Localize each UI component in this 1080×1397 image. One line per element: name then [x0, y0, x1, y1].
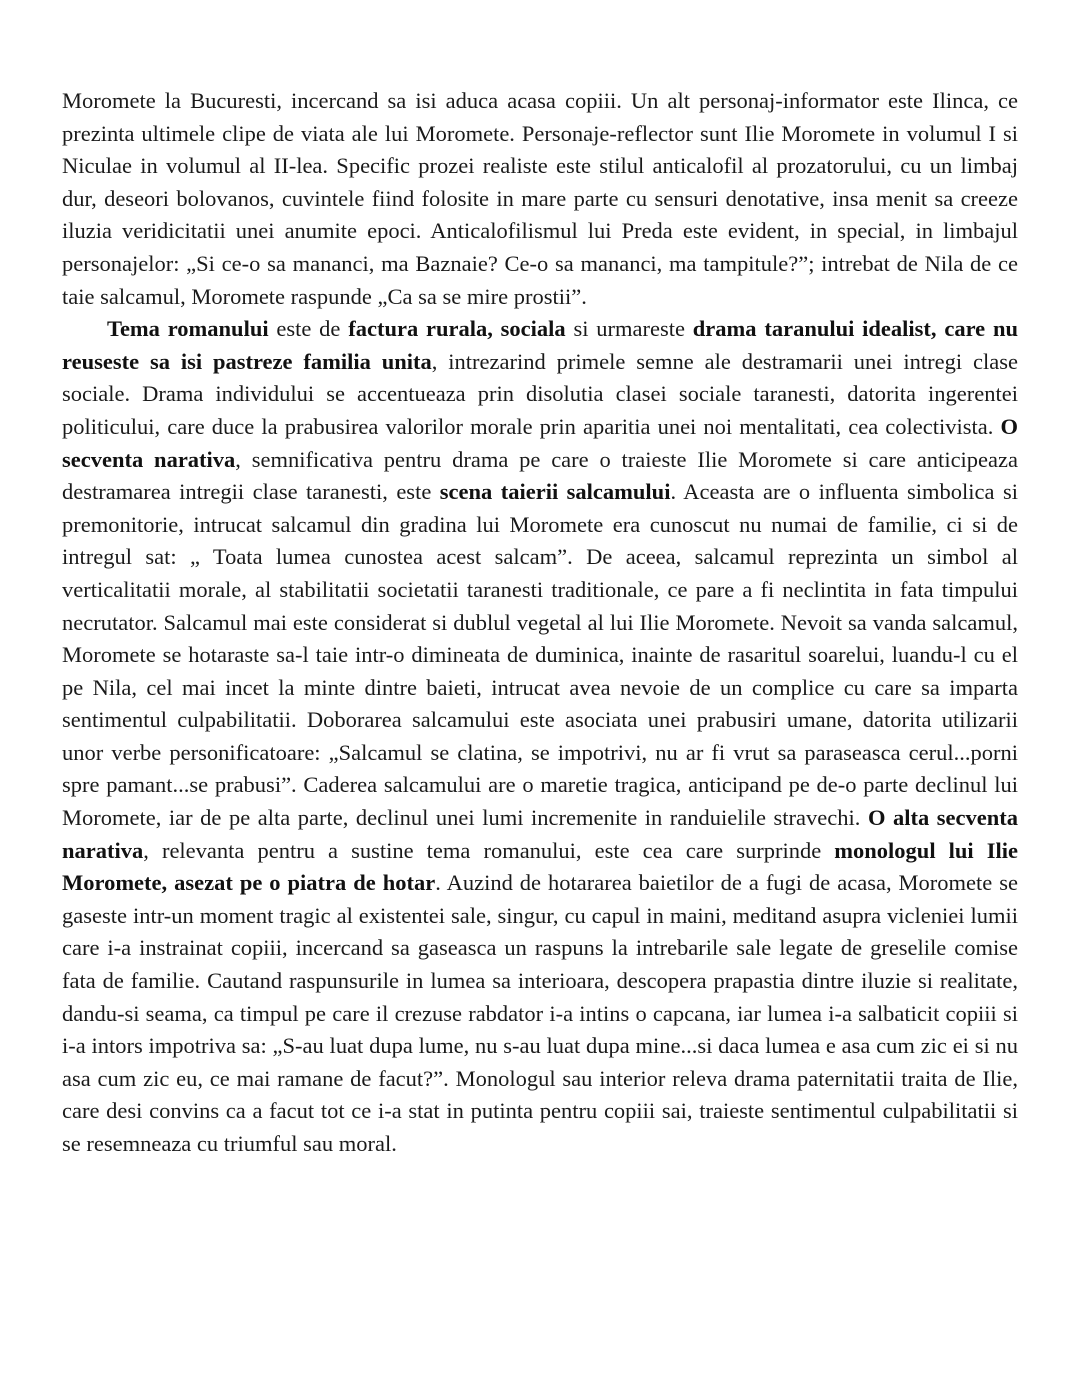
text-segment: , relevanta pentru a sustine tema romanului, este cea care surprinde [143, 837, 835, 863]
bold-phrase-factura: factura rurala, sociala [348, 316, 566, 342]
text-segment: Moromete la Bucuresti, incercand sa isi aduca acasa copiii. Un alt personaj-informator este Ilinca, ce prezinta ultimele clipe de viata ale lui Moromete. Personaje-reflector sunt Ilie Moromete in volumul I si Niculae in volumul al II-lea. Specific prozei realiste este stilul anticalofil al prozatorului, cu un limbaj dur, deseori bolovanos, cuvintele fiind folosite in mare parte cu sensuri denotative, insa menit sa creeze iluzia veridicitatii unei anumite epoci. Anticalofilismul lui Preda este evident, in special, in limbajul personajelor: „Si ce-o sa mananci, ma Baznaie? Ce-o sa mananci, ma tampitule?”; intrebat de Nila de ce taie salcamul, Moromete raspunde „Ca sa se mire prostii”. [62, 88, 1018, 309]
text-segment: . Auzind de hotararea baietilor de a fugi de acasa, Moromete se gaseste intr-un moment tragic al existentei sale, singur, cu capul in maini, meditand asupra vicleniei lumii care i-a instrainat copiii, incercand sa gaseasca un raspuns la intrebarile sale legate de greselile comise fata de familie. Cautand raspunsurile in lumea sa interioara, descopera prapastia dintre iluzie si realitate, dandu-si seama, ca timpul pe care il crezuse rabdator i-a intins o capcana, iar lumea i-a salbaticit copiii si i-a intors impotriva sa: „S-au luat dupa lume, nu s-au luat dupa mine...si daca lumea e asa cum zic ei si nu asa cum zic eu, ce mai ramane de facut?”. Monologul sau interior releva drama paternitatii traita de Ilie, care desi convins ca a facut tot ce i-a stat in putinta pentru copiii sai, traieste sentimentul culpabilitatii si se resemneaza cu triumful sau moral. [62, 870, 1019, 1156]
paragraph-intro-continuation [62, 85, 1018, 313]
bold-phrase-scena-taierii: scena taierii salcamului [439, 479, 671, 505]
bold-phrase-drama: drama taranului idealist, care nu reuseste sa isi pastreze familia unita [62, 316, 1018, 374]
document-page [62, 85, 1018, 1161]
text-segment: . Aceasta are o influenta simbolica si premonitorie, intrucat salcamul din gradina lui Moromete era cunoscut nu numai de familie, ci si de intregul sat: „ Toata lumea cunostea acest salcam”. De aceea, salcamul reprezinta un simbol al verticalitatii morale, al stabilitatii societatii taranesti traditionale, ce pare a fi neclintita in fata timpului necrutator. Salcamul mai este considerat si dublul vegetal al lui Ilie Moromete. Nevoit sa vanda salcamul, Moromete se hotaraste sa-l taie intr-o dimineata de duminica, inainte de rasaritul soarelui, luandu-l cu el pe Nila, cel mai incet la minte dintre baieti, intrucat avea nevoie de un complice cu care sa imparta sentimentul culpabilitatii. Doborarea salcamului este asociata unei prabusiri umane, datorita utilizarii unor verbe personificatoare: „Salcamul se clatina, se impotrivi, nu ar fi vrut sa paraseasca cerul...porni spre pamant...se prabusi”. Caderea salcamului are o maretie tragica, anticipand pe de-o parte declinul lui Moromete, iar de pe alta parte, declinul unei lumi incremenite in randuielile stravechi. [62, 479, 1019, 831]
bold-phrase-tema-romanului: Tema romanului [107, 316, 269, 342]
text-segment: , intrezarind primele semne ale destramarii unei intregi clase sociale. Drama individului se accentueaza prin disolutia clasei sociale taranesti, datorita ingerentei politicului, care duce la prabusirea valorilor morale prin aparitia unei noi mentalitati, cea colectivista. [62, 348, 1018, 439]
bold-phrase-secventa-1: O secventa narativa [62, 413, 1018, 472]
bold-phrase-secventa-2: O alta secventa narativa [62, 805, 1018, 863]
text-segment: este de [268, 316, 349, 342]
paragraph-theme [62, 313, 1018, 1160]
bold-phrase-monologul: monologul lui Ilie Moromete, asezat pe o piatra de hotar [62, 837, 1018, 896]
text-segment: si urmareste [565, 316, 693, 342]
text-segment: , semnificativa pentru drama pe care o traieste Ilie Moromete si care anticipeaza destramarea intregii clase taranesti, este [62, 446, 1018, 505]
